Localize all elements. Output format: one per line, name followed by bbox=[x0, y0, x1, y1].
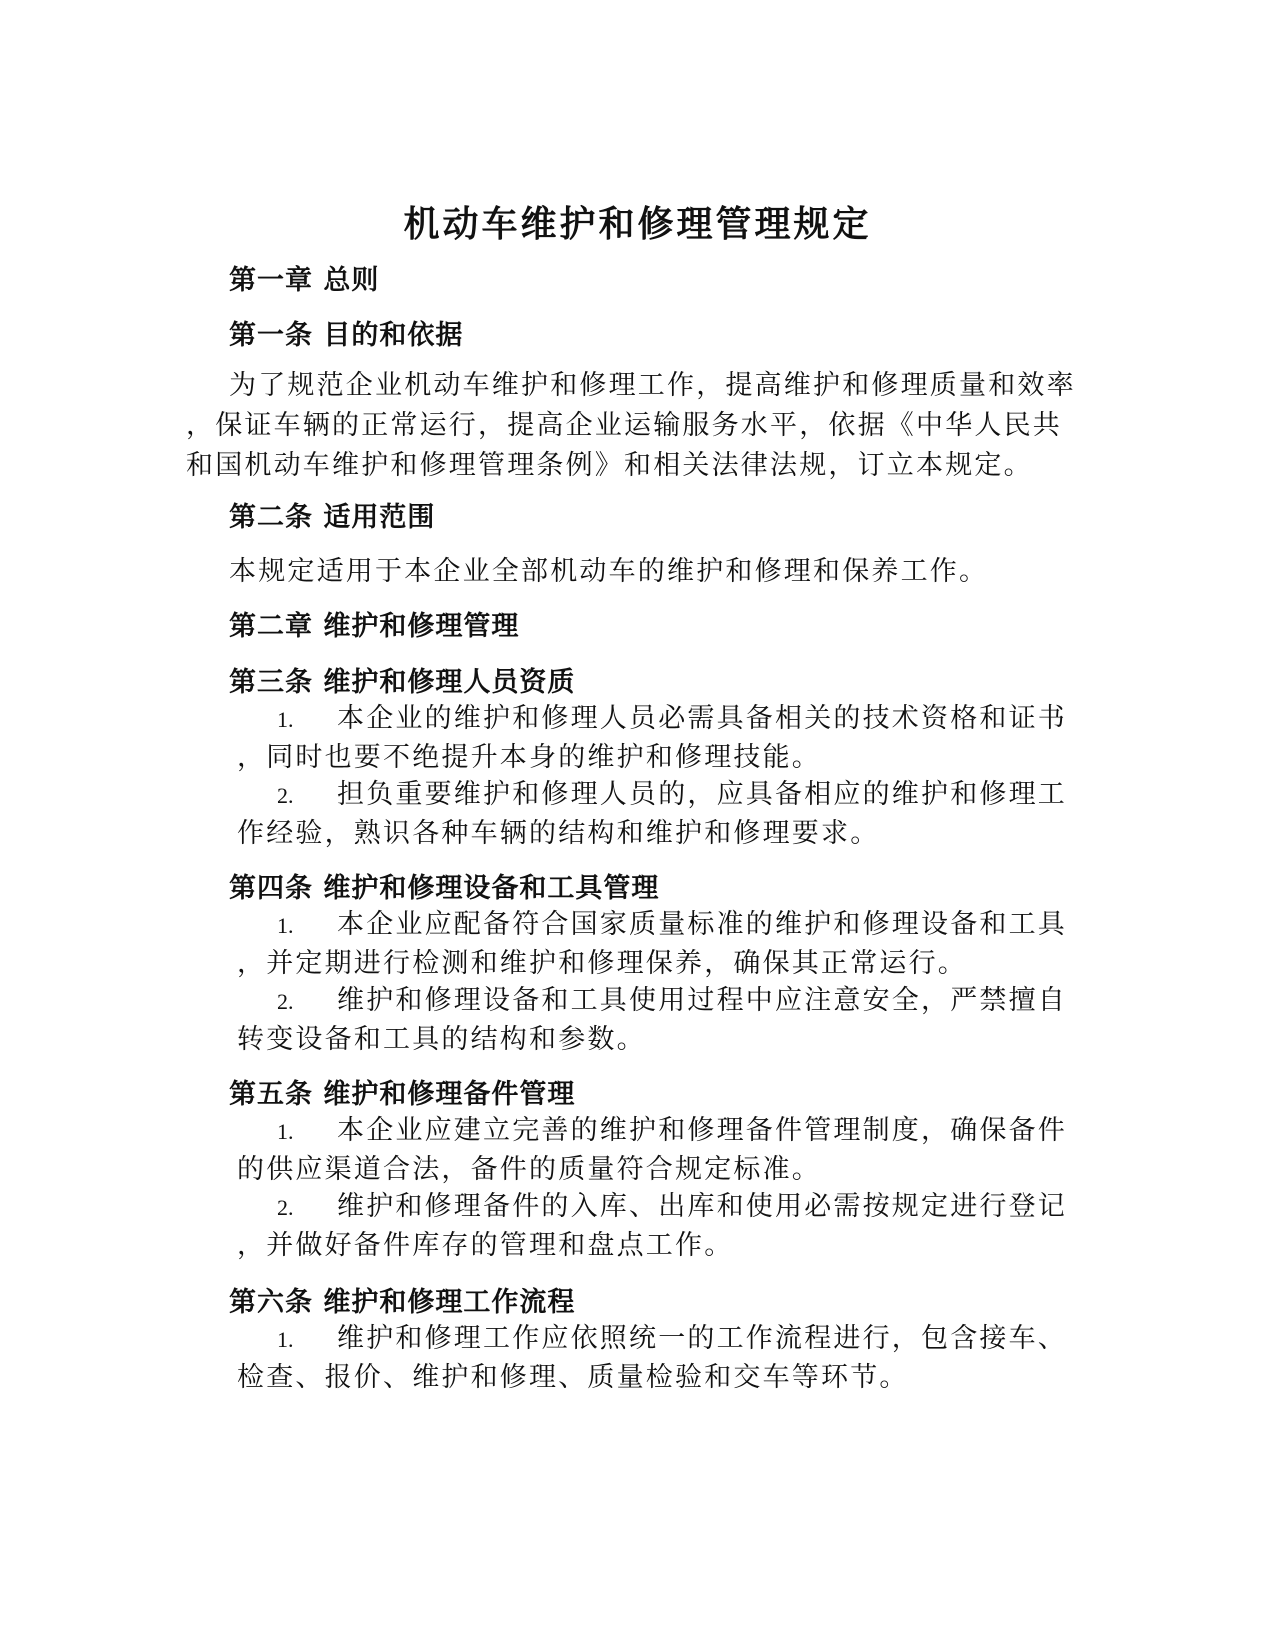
item-text-cont: ，并做好备件库存的管理和盘点工作。 bbox=[237, 1230, 734, 1261]
article-1-paragraph bbox=[186, 366, 1076, 486]
article-4-heading: 第四条 维护和修理设备和工具管理 bbox=[229, 873, 660, 904]
item-text-cont: ，同时也要不绝提升本身的维护和修理技能。 bbox=[237, 742, 821, 773]
chapter-2-heading: 第二章 维护和修理管理 bbox=[229, 611, 520, 642]
item-number: 1. bbox=[277, 913, 294, 938]
article-2-heading: 第二条 适用范围 bbox=[229, 502, 436, 533]
item-text: 维护和修理工作应依照统一的工作流程进行，包含接车、 bbox=[337, 1323, 1067, 1354]
item-text-cont: 转变设备和工具的结构和参数。 bbox=[237, 1024, 646, 1055]
item-text-cont: 的供应渠道合法，备件的质量符合规定标准。 bbox=[237, 1154, 821, 1185]
list-item bbox=[237, 1112, 1077, 1189]
article-6-heading: 第六条 维护和修理工作流程 bbox=[229, 1287, 576, 1318]
list-item bbox=[237, 982, 1077, 1059]
list-item bbox=[237, 1188, 1077, 1265]
item-text-cont: 作经验，熟识各种车辆的结构和维护和修理要求。 bbox=[237, 818, 880, 849]
paragraph-line: ，保证车辆的正常运行，提高企业运输服务水平，依据《中华人民共 bbox=[186, 410, 1062, 441]
item-number: 1. bbox=[277, 707, 294, 732]
list-item bbox=[237, 1320, 1077, 1397]
item-text: 担负重要维护和修理人员的，应具备相应的维护和修理工 bbox=[337, 779, 1067, 810]
article-2-text: 本规定适用于本企业全部机动车的维护和修理和保养工作。 bbox=[229, 556, 989, 587]
item-text: 维护和修理设备和工具使用过程中应注意安全，严禁擅自 bbox=[337, 985, 1067, 1016]
document-title: 机动车维护和修理管理规定 bbox=[403, 203, 872, 245]
item-number: 2. bbox=[277, 783, 294, 808]
item-number: 1. bbox=[277, 1119, 294, 1144]
paragraph-line: 为了规范企业机动车维护和修理工作，提高维护和修理质量和效率 bbox=[229, 370, 1076, 401]
item-text-cont: 检查、报价、维护和修理、质量检验和交车等环节。 bbox=[237, 1362, 909, 1393]
article-5-heading: 第五条 维护和修理备件管理 bbox=[229, 1079, 576, 1110]
article-1-heading: 第一条 目的和依据 bbox=[229, 320, 464, 351]
item-text-cont: ，并定期进行检测和维护和修理保养，确保其正常运行。 bbox=[237, 948, 967, 979]
article-3-heading: 第三条 维护和修理人员资质 bbox=[229, 667, 576, 698]
item-number: 1. bbox=[277, 1327, 294, 1352]
chapter-1-heading: 第一章 总则 bbox=[229, 265, 380, 296]
list-item bbox=[237, 700, 1077, 777]
list-item bbox=[237, 776, 1077, 853]
item-text: 本企业应配备符合国家质量标准的维护和修理设备和工具 bbox=[337, 909, 1067, 940]
paragraph-line: 和国机动车维护和修理管理条例》和相关法律法规，订立本规定。 bbox=[186, 450, 1033, 481]
item-number: 2. bbox=[277, 1195, 294, 1220]
list-item bbox=[237, 906, 1077, 983]
item-text: 维护和修理备件的入库、出库和使用必需按规定进行登记 bbox=[337, 1191, 1067, 1222]
item-text: 本企业应建立完善的维护和修理备件管理制度，确保备件 bbox=[337, 1115, 1067, 1146]
item-number: 2. bbox=[277, 989, 294, 1014]
item-text: 本企业的维护和修理人员必需具备相关的技术资格和证书 bbox=[337, 703, 1067, 734]
